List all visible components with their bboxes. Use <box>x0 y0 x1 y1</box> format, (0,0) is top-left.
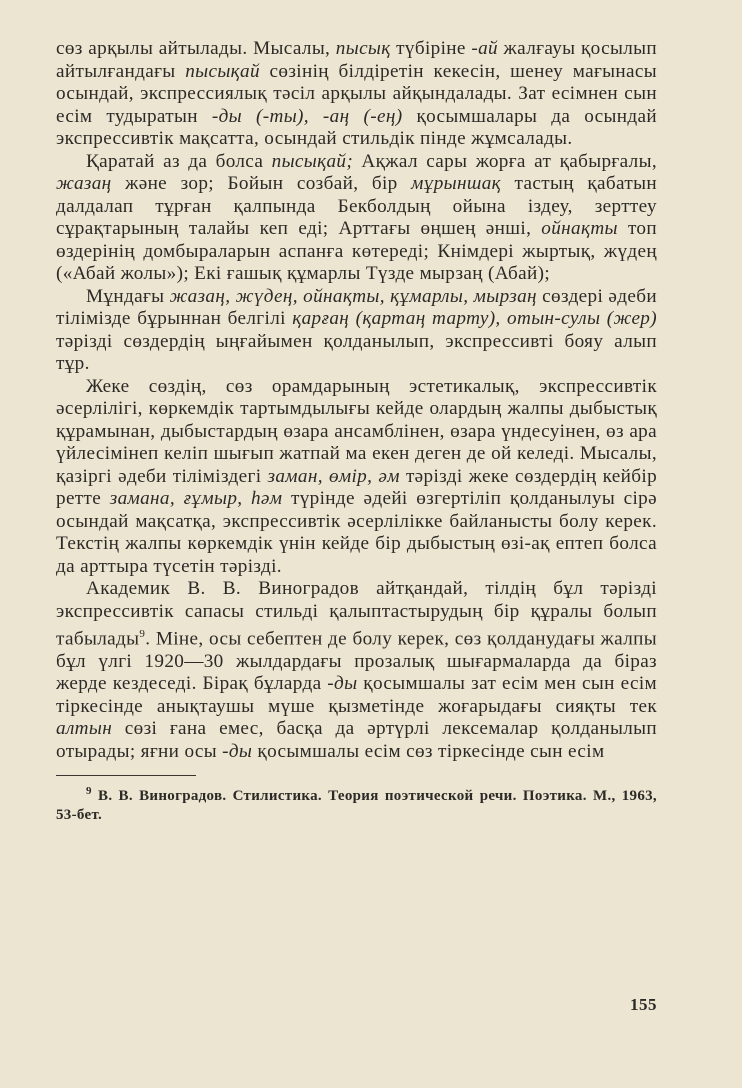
text-run: тастың қабатын далдалап тұрған қалпында Бекболдың ойына іздеу, зерттеу сұрақтарының талайы кеп еді; Арттағы өңшең әнші, <box>56 173 657 239</box>
text-run: сөзі ғана емес, басқа да әртүрлі лексемалар қолданылып отырады; яғни осы <box>56 718 657 762</box>
italic-run: -ды <box>327 673 358 695</box>
text-run: түбіріне <box>390 38 472 59</box>
italic-run: мұрыншақ <box>411 173 501 194</box>
paragraph <box>56 286 657 376</box>
text-run: топ өздерінің домбыраларын аспанға көтереді; Кнімдері жыртық, жүдең («Абай жолы»); Екі ғашық құмарлы Түзде мырзаң (Абай); <box>56 218 657 284</box>
text-run: Ақжал сары жорға ат қабырғалы, <box>353 150 657 172</box>
text-run: қосымшалары да осындай экспрессивтік мақсатта, осындай стильдік пінде жұмсалады. <box>56 105 658 149</box>
text-run: қосымшалы есім сөз тіркесінде сын есім <box>252 740 605 762</box>
text-run: сөздері әдеби тілімізде бұрыннан белгілі <box>56 285 657 329</box>
footnote-reference: 9 <box>139 628 146 640</box>
paragraph <box>56 578 657 763</box>
text-run: тәрізді сөздердің ыңғайымен қолданылып, экспрессивті бояу алып тұр. <box>56 330 657 374</box>
italic-run: қарғаң (қартаң тарту), отын-сулы (жер) <box>292 308 657 329</box>
text-run: . Міне, осы себептен де болу керек, сөз қолданудағы жалпы бұл үлгі 1920—30 жылдардағы прозалық шығармаларда да біраз жерде кездеседі. Бірақ бұларда <box>56 628 657 695</box>
italic-run: пысықай <box>185 60 260 82</box>
italic-run: пысық <box>335 38 391 59</box>
text-run: сөзінің білдіретін кекесін, шенеу мағынасы осындай, экспрессиялық тәсіл арқылы айқындалады. Зат есімнен сын есім тудыратын <box>56 60 657 127</box>
text-run: Қаратай аз да болса <box>86 150 272 172</box>
text-run: және зор; Бойын созбай, бір <box>111 173 412 194</box>
text-run: жалғауы қосылып айтылғандағы <box>56 38 657 82</box>
text-run: Академик В. В. Виноградов айтқандай, тілдің бұл тәрізді экспрессивтік сапасы стильді қалыптастырудың бір құралы болып табылады <box>56 578 657 650</box>
body-text <box>56 38 657 763</box>
text-run: тәрізді жеке сөздердің кейбір ретте <box>56 465 658 509</box>
italic-run: ойнақты <box>541 218 618 239</box>
text-run: Мұндағы <box>86 285 170 307</box>
italic-run: заман, өмір, әм <box>267 465 400 487</box>
footnote-divider <box>56 775 196 776</box>
paragraph <box>56 151 657 286</box>
italic-run: -ды (-ты), -аң (-ең) <box>211 105 403 127</box>
footnote <box>56 782 657 825</box>
paragraph <box>56 38 657 151</box>
page-number: 155 <box>630 995 657 1014</box>
italic-run: жазаң <box>56 173 112 194</box>
italic-run: -ай <box>471 38 498 59</box>
italic-run: -ды <box>222 740 253 762</box>
italic-run: замана, ғұмыр, һәм <box>109 488 283 509</box>
italic-run: алтын <box>56 718 113 740</box>
text-run: Жеке сөздің, сөз орамдарының эстетикалық, экспрессивтік әсерлілігі, көркемдік тартымдылығы кейде олардың жалпы дыбыстық құрамынан, дыбыстардың өзара ансамблінен, өзара үндесуінен, өз ара үйлесімінеп келіп шығып жатпай ма екен деген де ой келеді. Мысалы, қазіргі әдеби тіліміздегі <box>56 375 657 487</box>
footnote-marker: 9 <box>86 785 92 798</box>
text-run: қосымшалы зат есім мен сын есім тіркесінде анықтаушы мүше қызметінде жоғарыдағы сияқты тек <box>56 673 658 717</box>
italic-run: пысықай; <box>271 150 354 172</box>
italic-run: жазаң, жүдең, ойнақты, құмарлы, мырзаң <box>169 285 537 307</box>
paragraph <box>56 376 657 579</box>
text-run: түрінде әдейі өзгертіліп қолданылуы сірә осындай мақсатқа, экспрессивтік әсерлілікке байланысты болу керек. Текстің жалпы көркемдік үнін кейде бір дыбыстың өзі-ақ ептеп болса да арттыра түсетін тәрізді. <box>56 488 657 577</box>
footnote-text: В. В. Виноградов. Стилистика. Теория поэтической речи. Поэтика. М., 1963, 53-бет. <box>56 788 657 824</box>
text-run: сөз арқылы айтылады. Мысалы, <box>56 38 336 59</box>
